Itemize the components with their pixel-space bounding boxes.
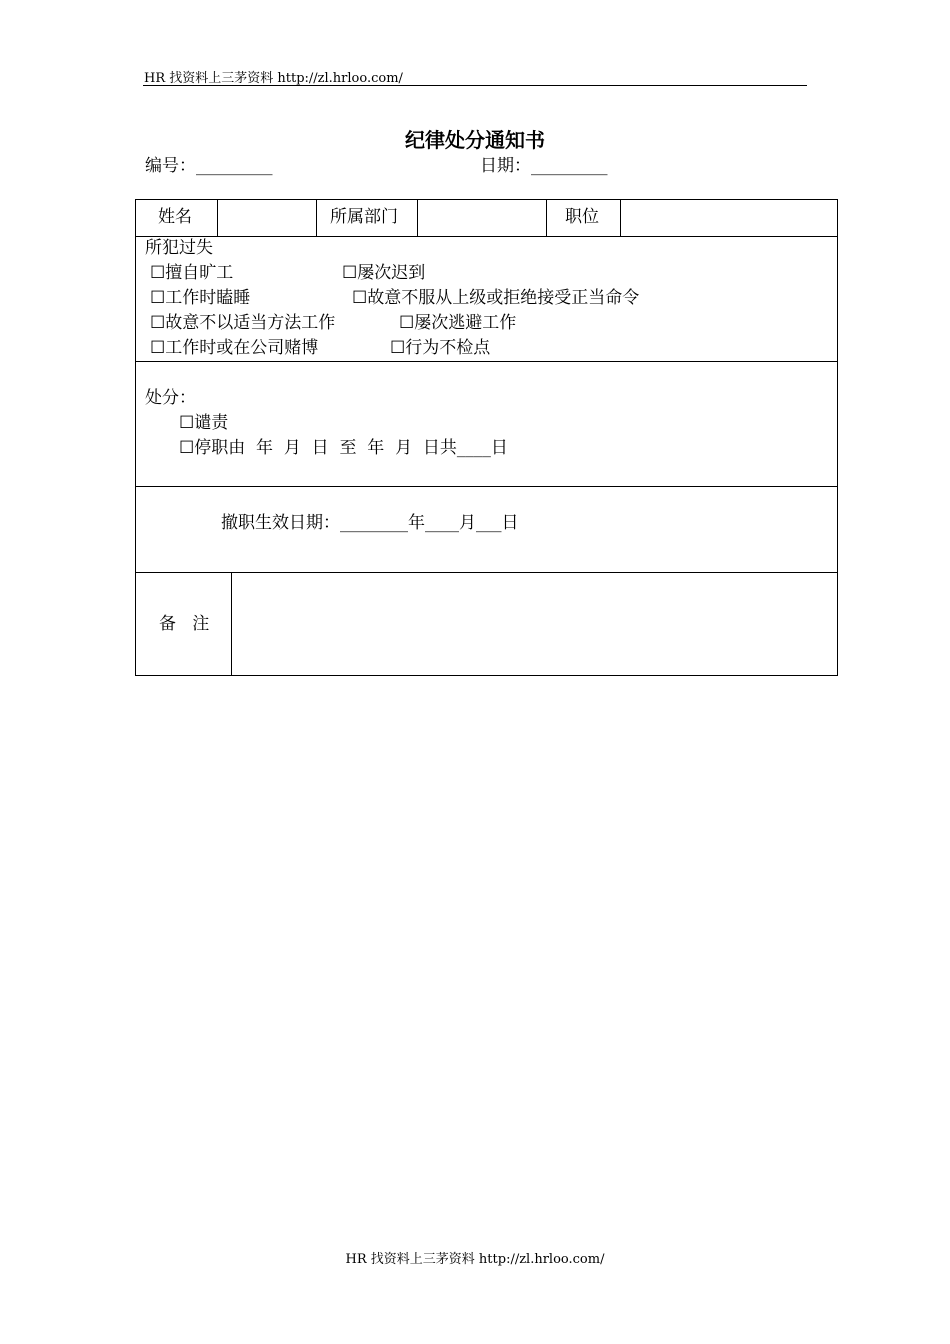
- document-date-field: 日期：_________: [480, 156, 608, 176]
- offense-checkbox-avoiding-work[interactable]: ☐屡次逃避工作: [399, 313, 517, 333]
- row-divider: [136, 486, 837, 487]
- offense-checkbox-late[interactable]: ☐屡次迟到: [342, 263, 426, 283]
- dismissal-effective-date: 撤职生效日期：________年____月___日: [221, 513, 519, 533]
- penalty-title: 处分：: [145, 388, 196, 408]
- document-title: 纪律处分通知书: [405, 128, 545, 152]
- offense-checkbox-gambling[interactable]: ☐工作时或在公司赌博: [150, 338, 319, 358]
- column-divider: [316, 200, 317, 236]
- remarks-label: 备 注: [159, 614, 210, 634]
- offense-checkbox-insubordination[interactable]: ☐故意不服从上级或拒绝接受正当命令: [352, 288, 640, 308]
- header-divider: [143, 85, 807, 86]
- offenses-title: 所犯过失: [145, 238, 213, 258]
- penalty-checkbox-suspension[interactable]: ☐停职由 年 月 日 至 年 月 日共____日: [179, 438, 508, 458]
- name-field[interactable]: [218, 201, 315, 235]
- department-label: 所属部门: [330, 207, 398, 227]
- offense-checkbox-sleeping[interactable]: ☐工作时瞌睡: [150, 288, 251, 308]
- offense-checkbox-misconduct[interactable]: ☐行为不检点: [390, 338, 491, 358]
- row-divider: [136, 361, 837, 362]
- offense-checkbox-improper-work[interactable]: ☐故意不以适当方法工作: [150, 313, 336, 333]
- header-source-text: HR 找资料上三茅资料 http://zl.hrloo.com/: [144, 71, 403, 86]
- row-divider: [136, 236, 837, 237]
- offense-checkbox-absence[interactable]: ☐擅自旷工: [150, 263, 234, 283]
- column-divider: [546, 200, 547, 236]
- footer-source-text: HR 找资料上三茅资料 http://zl.hrloo.com/: [345, 1252, 605, 1267]
- position-field[interactable]: [621, 201, 837, 235]
- penalty-checkbox-reprimand[interactable]: ☐谴责: [179, 413, 229, 433]
- department-field[interactable]: [418, 201, 545, 235]
- document-number-field: 编号：_________: [145, 156, 273, 176]
- name-label: 姓名: [158, 207, 192, 227]
- notice-form-table: [135, 199, 838, 676]
- position-label: 职位: [565, 207, 599, 227]
- remarks-field[interactable]: [232, 573, 837, 675]
